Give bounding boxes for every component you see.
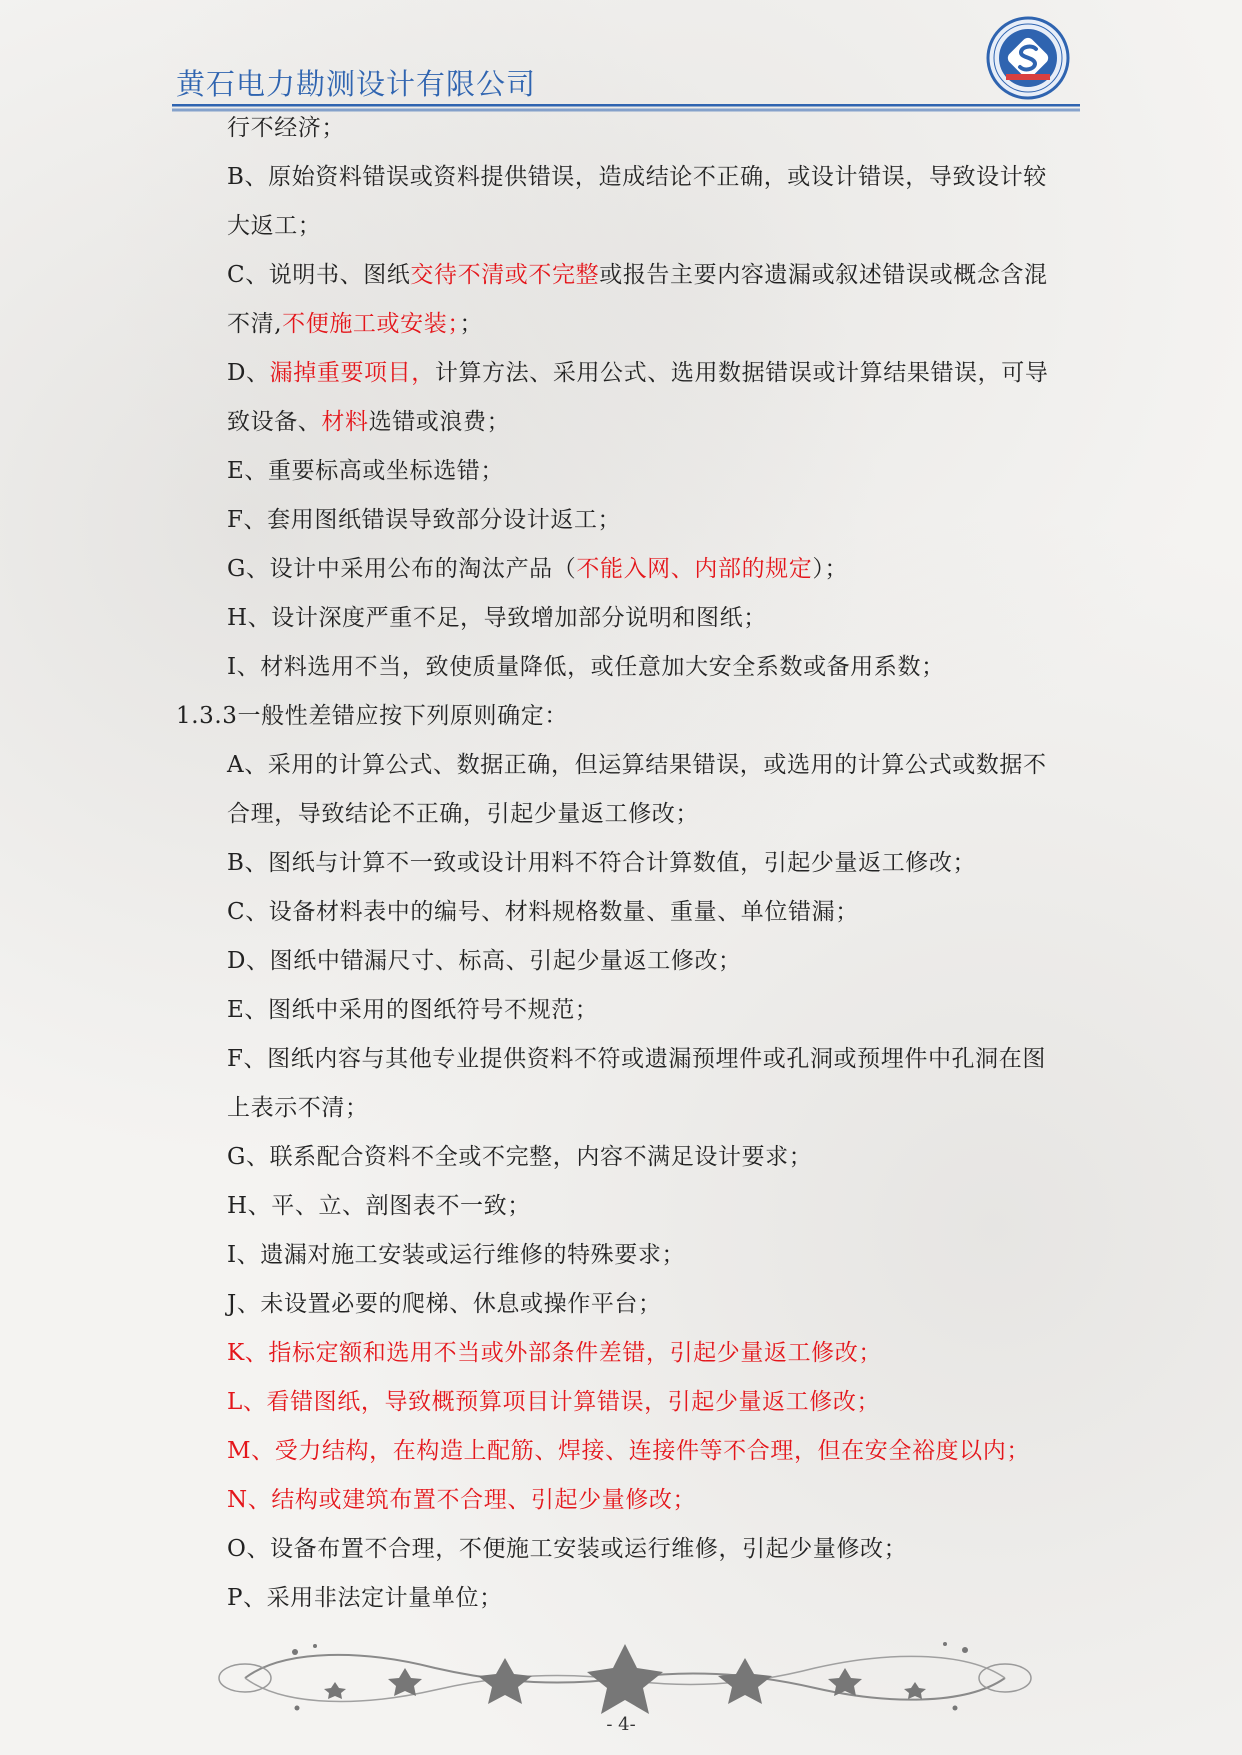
text-run: M、受力结构，在构造上配筋、焊接、连接件等不合理，但在安全裕度以内； <box>227 1438 1030 1464</box>
text-line <box>227 358 1048 388</box>
text-line <box>227 995 598 1025</box>
text-run: A、采用的计算公式、数据正确，但运算结果错误，或选用的计算公式或数据不 <box>227 752 1047 778</box>
text-run: C、说明书、图纸 <box>227 262 411 288</box>
text-line <box>227 162 1047 192</box>
text-line <box>227 456 504 486</box>
company-seal-icon <box>986 16 1070 100</box>
text-line <box>227 407 510 437</box>
header-divider <box>172 104 1080 112</box>
text-run: 计算方法、采用公式、选用数据错误或计算结果错误，可导 <box>434 360 1049 386</box>
text-run: F、图纸内容与其他专业提供资料不符或遗漏预埋件或孔洞或预埋件中孔洞在图 <box>227 1046 1046 1072</box>
text-run: 行不经济； <box>227 115 345 141</box>
text-run: C、设备材料表中的编号、材料规格数量、重量、单位错漏； <box>227 899 859 925</box>
highlight-line <box>227 1436 1030 1466</box>
text-run: 1.3.3一般性差错应按下列原则确定： <box>176 703 568 729</box>
text-run: ）； <box>812 556 849 582</box>
text-run: N、结构或建筑布置不合理、引起少量修改； <box>227 1487 697 1513</box>
text-run: ； <box>459 311 484 337</box>
text-run: 大返工； <box>227 213 322 239</box>
highlight-line <box>227 1387 880 1417</box>
text-run: 或报告主要内容遗漏或叙述错误或概念含混 <box>599 262 1048 288</box>
text-line <box>227 897 859 927</box>
text-run: G、联系配合资料不全或不完整，内容不满足设计要求； <box>227 1144 813 1170</box>
text-run: D、图纸中错漏尺寸、标高、引起少量返工修改； <box>227 948 742 974</box>
highlight-run: 交待不清或不完整 <box>410 262 600 288</box>
text-run: 选错或浪费； <box>368 409 511 435</box>
text-line <box>227 309 483 339</box>
text-line <box>227 603 767 633</box>
text-run: 不清, <box>227 311 283 337</box>
text-run: B、图纸与计算不一致或设计用料不符合计算数值，引起少量返工修改； <box>227 850 977 876</box>
text-run: B、原始资料错误或资料提供错误，造成结论不正确，或设计错误，导致设计较 <box>227 164 1047 190</box>
text-run: D、 <box>227 360 270 386</box>
star-ornament-icon <box>205 1638 1045 1718</box>
text-run: G、设计中采用公布的淘汰产品（ <box>227 556 577 582</box>
text-run: 上表示不清； <box>227 1095 369 1121</box>
highlight-run: 漏掉重要项目， <box>269 360 435 386</box>
section-heading <box>176 701 568 731</box>
text-line <box>227 946 742 976</box>
text-line <box>227 211 321 241</box>
text-run: K、指标定额和选用不当或外部条件差错，引起少量返工修改； <box>227 1340 882 1366</box>
highlight-run: 不能入网、内部的规定 <box>576 556 813 582</box>
highlight-line <box>227 1338 882 1368</box>
text-line <box>227 113 345 143</box>
text-run: 合理，导致结论不正确，引起少量返工修改； <box>227 801 699 827</box>
company-name: 黄石电力勘测设计有限公司 <box>176 67 537 101</box>
text-run: H、设计深度严重不足，导致增加部分说明和图纸； <box>227 605 767 631</box>
text-run: I、遗漏对施工安装或运行维修的特殊要求； <box>227 1242 686 1268</box>
text-line <box>227 1044 1046 1074</box>
text-line <box>227 1142 812 1172</box>
text-line <box>227 1289 662 1319</box>
text-run: E、重要标高或坐标选错； <box>227 458 504 484</box>
highlight-line <box>227 1485 696 1515</box>
text-run: F、套用图纸错误导致部分设计返工； <box>227 507 622 533</box>
text-run: E、图纸中采用的图纸符号不规范； <box>227 997 599 1023</box>
highlight-run: 材料 <box>321 409 369 435</box>
highlight-run: 不便施工或安装； <box>282 311 460 337</box>
text-line <box>227 1534 907 1564</box>
text-run: 致设备、 <box>227 409 322 435</box>
text-line <box>227 750 1047 780</box>
text-run: O、设备布置不合理，不便施工安装或运行维修，引起少量修改； <box>227 1536 908 1562</box>
page-number: - 4- <box>606 1714 636 1735</box>
text-line <box>227 260 1048 290</box>
text-run: P、采用非法定计量单位； <box>227 1585 503 1611</box>
text-line <box>227 652 945 682</box>
text-run: J、未设置必要的爬梯、休息或操作平台； <box>227 1291 662 1317</box>
text-line <box>227 554 848 584</box>
text-run: L、看错图纸，导致概预算项目计算错误，引起少量返工修改； <box>227 1389 881 1415</box>
text-run: I、材料选用不当，致使质量降低，或任意加大安全系数或备用系数； <box>227 654 945 680</box>
text-line <box>227 799 699 829</box>
text-line <box>227 1240 685 1270</box>
text-run: H、平、立、剖图表不一致； <box>227 1193 531 1219</box>
text-line <box>227 1191 531 1221</box>
text-line <box>227 505 621 535</box>
text-line <box>227 1583 503 1613</box>
text-line <box>227 1093 369 1123</box>
text-line <box>227 848 976 878</box>
